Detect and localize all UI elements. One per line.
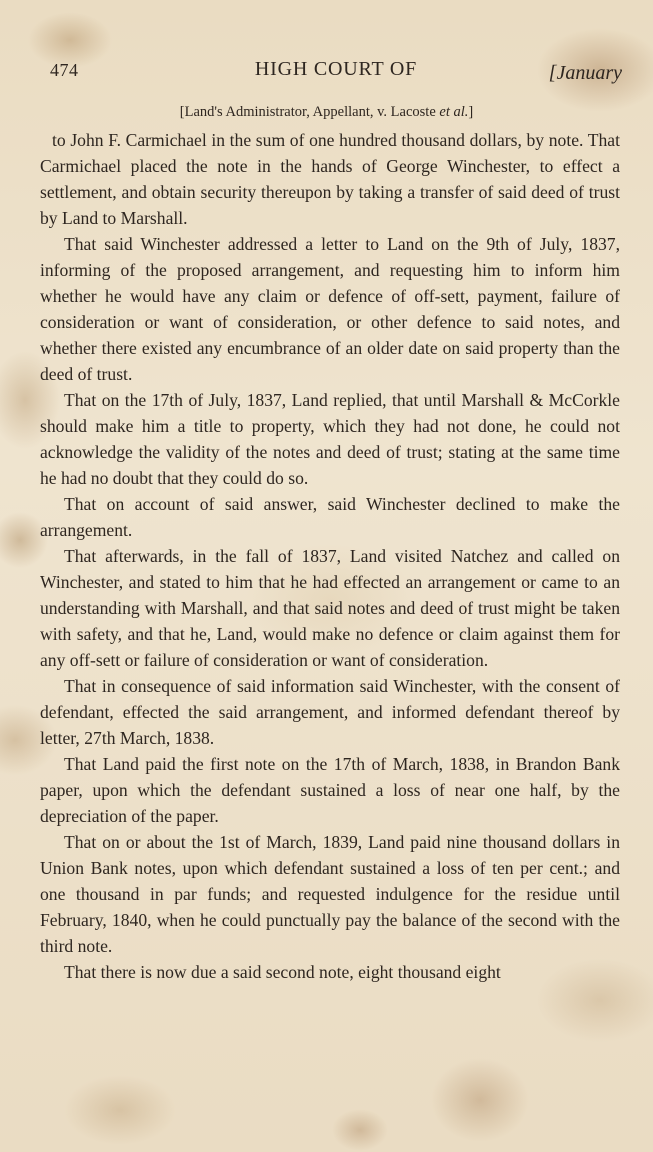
body-text — [40, 127, 620, 985]
running-head — [50, 58, 622, 88]
paragraph-continued: to John F. Carmichael in the sum of one hundred thousand dollars, by note. That Carmichael placed the note in the hands of George Winchester, to effect a settlement, and obtain security thereupon by taking a transfer of said deed of trust by Land to Marshall. — [40, 130, 620, 228]
paragraph-natchez-visit: That afterwards, in the fall of 1837, Land visited Natchez and called on Winchester, and stated to him that he had effected an arrangement or came to an understanding with Marshall, and that said notes and deed of trust might be taken with safety, and that he, Land, would make no defence or claim against them for any off-sett or failure of consideration or want of consideration. — [40, 546, 620, 670]
paragraph-amount-due: That there is now due a said second note, eight thousand eight — [64, 962, 501, 982]
running-date: [January — [548, 62, 622, 84]
paragraph-land-reply: That on the 17th of July, 1837, Land replied, that until Marshall & McCorkle should make him a title to property, which they had not done, he could not acknowledge the validity of the notes and deed of trust; stating at the same time he had no doubt that they could do so. — [40, 390, 620, 488]
paragraph-winchester-declined: That on account of said answer, said Winchester declined to make the arrangement. — [40, 494, 620, 540]
page-number: 474 — [50, 60, 79, 80]
paragraph-winchester-letter: That said Winchester addressed a letter to Land on the 9th of July, 1837, informing of the proposed arrangement, and requesting him to inform him whether he would have any claim or defence of off-sett, payment, failure of consideration or want of consideration, or other defence to said notes, and whether there existed any encumbrance of an older date on said property than the deed of trust. — [40, 234, 620, 384]
running-title: HIGH COURT OF — [254, 58, 418, 80]
case-caption-et-al: et al. — [439, 104, 469, 120]
paragraph-union-bank-payment: That on or about the 1st of March, 1839, Land paid nine thousand dollars in Union Bank notes, upon which defendant sustained a loss of ten per cent.; and one thousand in par funds; and requested indulgence for the residue until February, 1840, when he could punctually pay the balance of the second with the third note. — [40, 832, 620, 956]
case-caption-text: [Land's Administrator, Appellant, v. Lacoste — [179, 104, 436, 120]
paragraph-first-note-paid: That Land paid the first note on the 17th of March, 1838, in Brandon Bank paper, upon which the defendant sustained a loss of near one half, by the depreciation of the paper. — [40, 754, 620, 826]
case-caption — [0, 104, 653, 121]
paragraph-arrangement-effected: That in consequence of said information said Winchester, with the consent of defendant, effected the said arrangement, and informed defendant thereof by letter, 27th March, 1838. — [40, 676, 620, 748]
case-caption-close: ] — [468, 104, 474, 120]
